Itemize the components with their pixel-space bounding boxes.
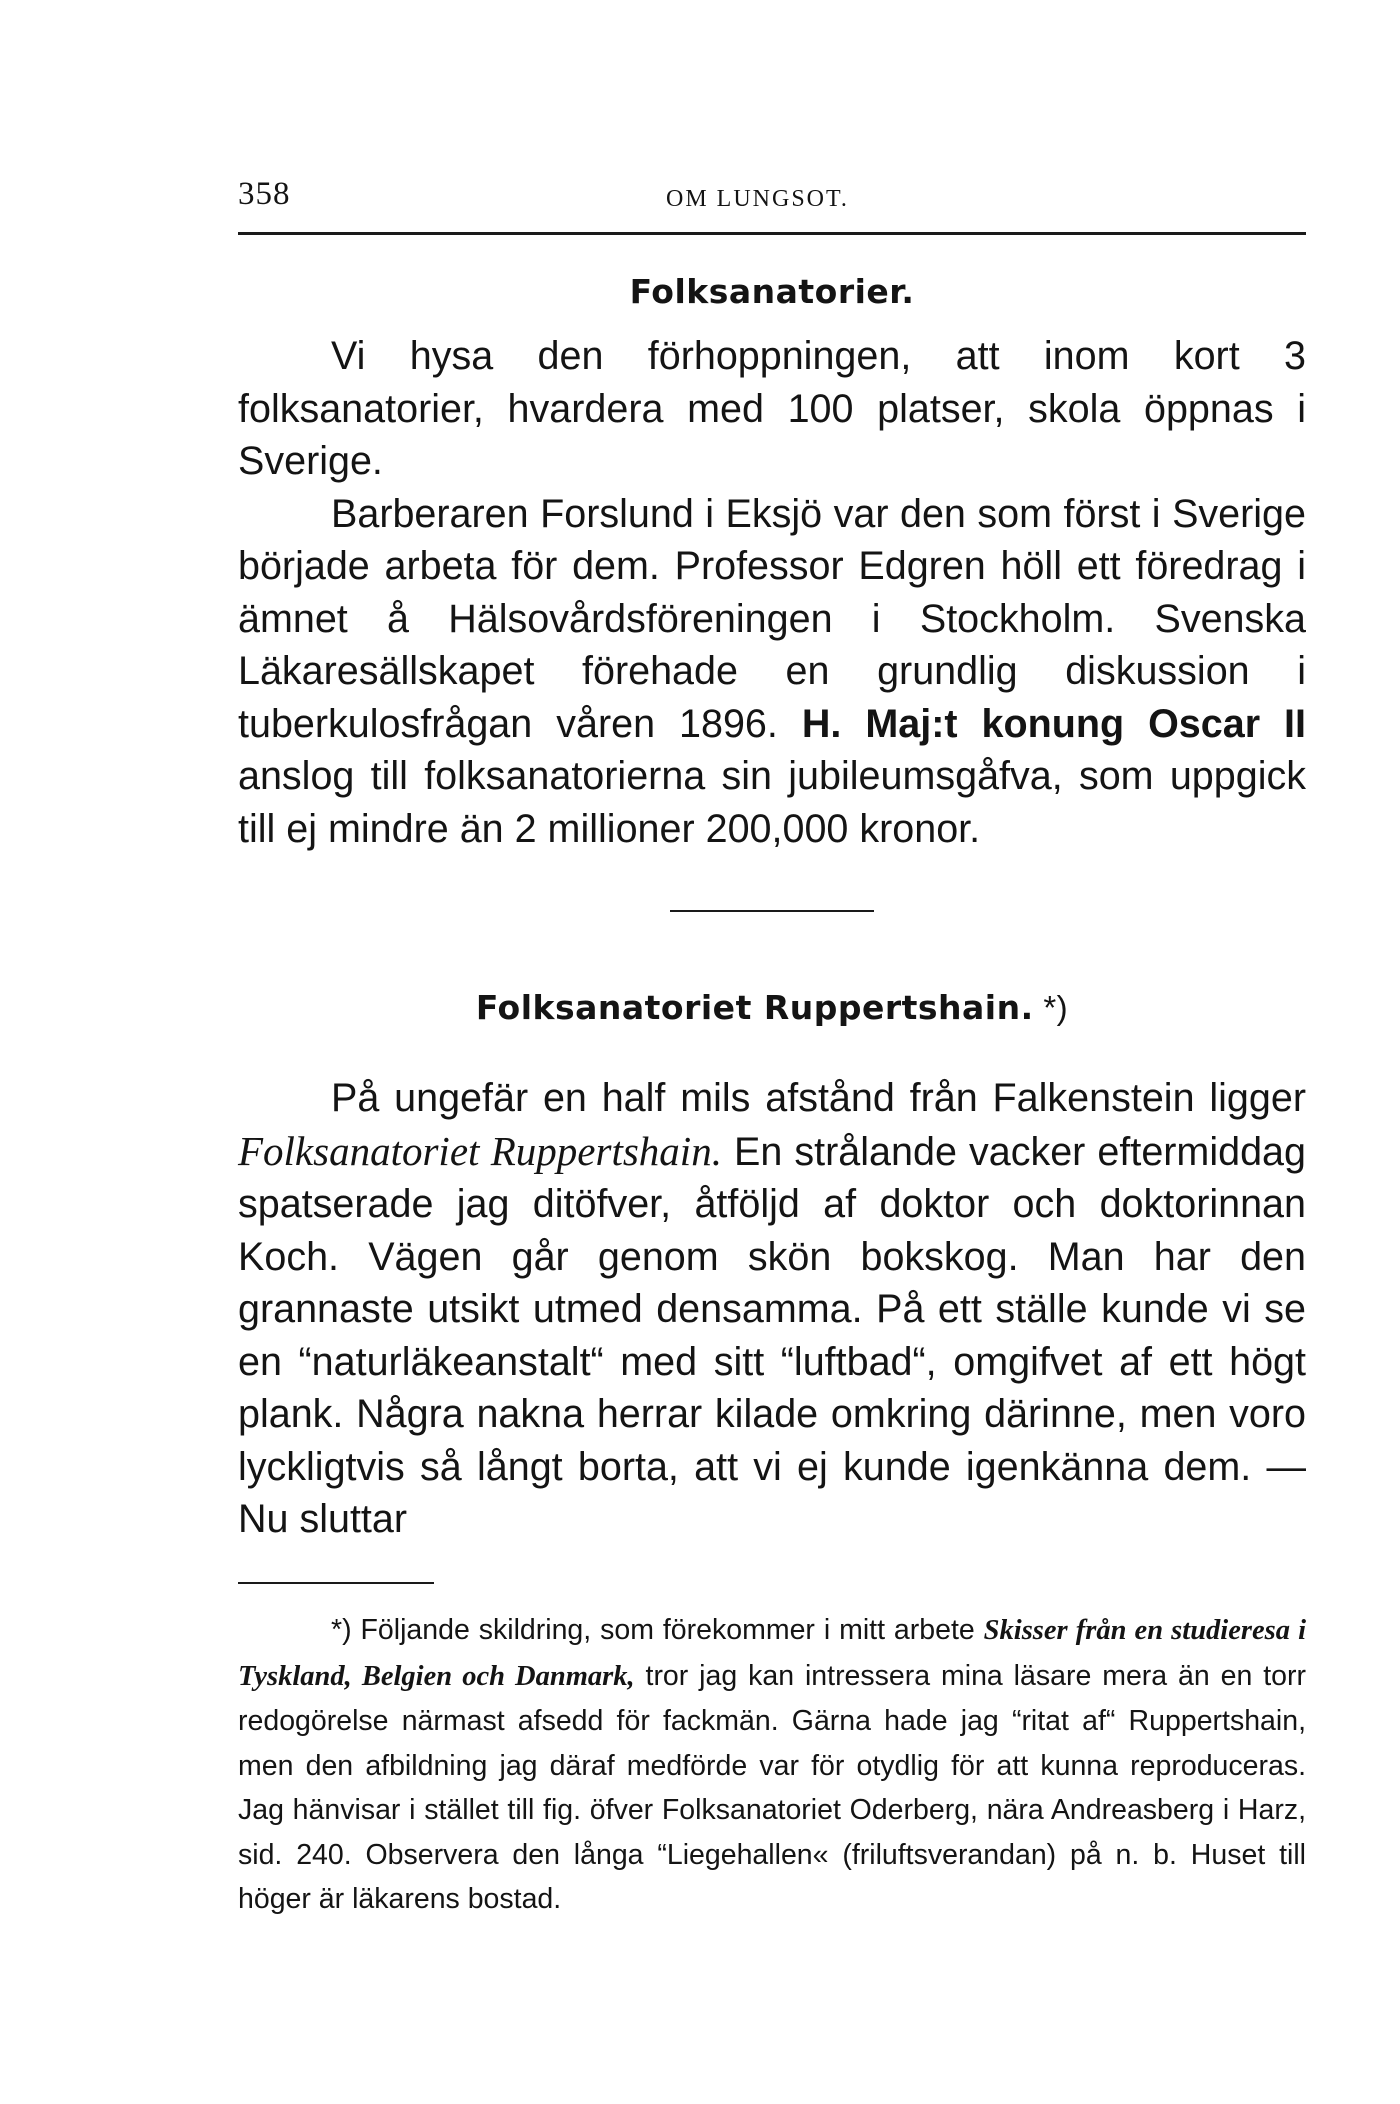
footnote-marker: *): [1033, 989, 1069, 1026]
page-number: 358: [238, 176, 291, 212]
section-divider: [670, 910, 874, 912]
paragraph-text: Vi hysa den förhoppningen, att inom kort 3 folksanatorier, hvardera med 100 platser, skola öppnas i Sverige.: [238, 334, 1306, 483]
footnote: [238, 1608, 1306, 1922]
paragraph-text: anslog till folksanatorierna sin jubileumsgåfva, som uppgick till ej mindre än 2 millioner 200,000 kronor.: [238, 754, 1306, 851]
footnote-text: tror jag kan intressera mina läsare mera än en torr redogörelse närmast afsedd för fackmän. Gärna hade jag “ritat af“ Ruppertshain, men den afbildning jag däraf medförde var för otydlig för att kunna reproduceras. Jag hänvisar i stället till fig. öfver Folksanatoriet Oderberg, nära Andreasberg i Harz, sid. 240. Observera den långa “Liegehallen« (friluftsverandan) på n. b. Huset till höger är läkarens bostad.: [238, 1659, 1306, 1915]
paragraph-text: En strålande vacker eftermiddag spatserade jag ditöfver, åtföljd af doktor och doktorinnan Koch. Vägen går genom skön bokskog. Man har den grannaste utsikt utmed densamma. På ett ställe kunde vi se en “naturläkeanstalt“ med sitt “luftbad“, omgifvet af ett högt plank. Några nakna herrar kilade omkring därinne, men voro lyckligtvis så långt borta, att vi ej kunde igenkänna dem. — Nu sluttar: [238, 1129, 1306, 1541]
paragraph: [238, 330, 1306, 488]
section-body-folksanatorier: [238, 330, 1306, 855]
footnote-rule: [238, 1582, 434, 1584]
emphasized-name: H. Maj:t konung Oscar II: [801, 701, 1307, 746]
paragraph-text: Barberaren Forslund i Eksjö var den som först i Sverige började arbeta för dem. Professor Edgren höll ett föredrag i ämnet å Hälsovårdsföreningen i Stockholm. Svenska Läkaresällskapet förehade en grundlig diskussion i tuberkulosfrågan våren 1896.: [238, 491, 1306, 746]
section-heading-text: Folksanatoriet Ruppertshain.: [475, 988, 1034, 1027]
section-heading-text: Folksanatorier.: [629, 272, 915, 311]
footnote-text: *) Följande skildring, som förekommer i mitt arbete: [331, 1614, 984, 1646]
running-header: [238, 176, 1306, 235]
section-body-ruppertshain: [238, 1072, 1306, 1546]
running-title: OM LUNGSOT.: [666, 186, 849, 212]
italic-place-name: Folksanatoriet Ruppertshain.: [238, 1127, 722, 1174]
paragraph-text: På ungefär en half mils afstånd från Falkenstein ligger: [331, 1076, 1306, 1120]
section-heading-folksanatorier: [238, 272, 1306, 311]
paragraph: [238, 488, 1306, 856]
footnote-book-title: Skisser från en studieresa i Tyskland, Belgien och Danmark,: [238, 1615, 1306, 1692]
section-heading-ruppertshain: [238, 988, 1306, 1027]
paragraph: [238, 1072, 1306, 1546]
